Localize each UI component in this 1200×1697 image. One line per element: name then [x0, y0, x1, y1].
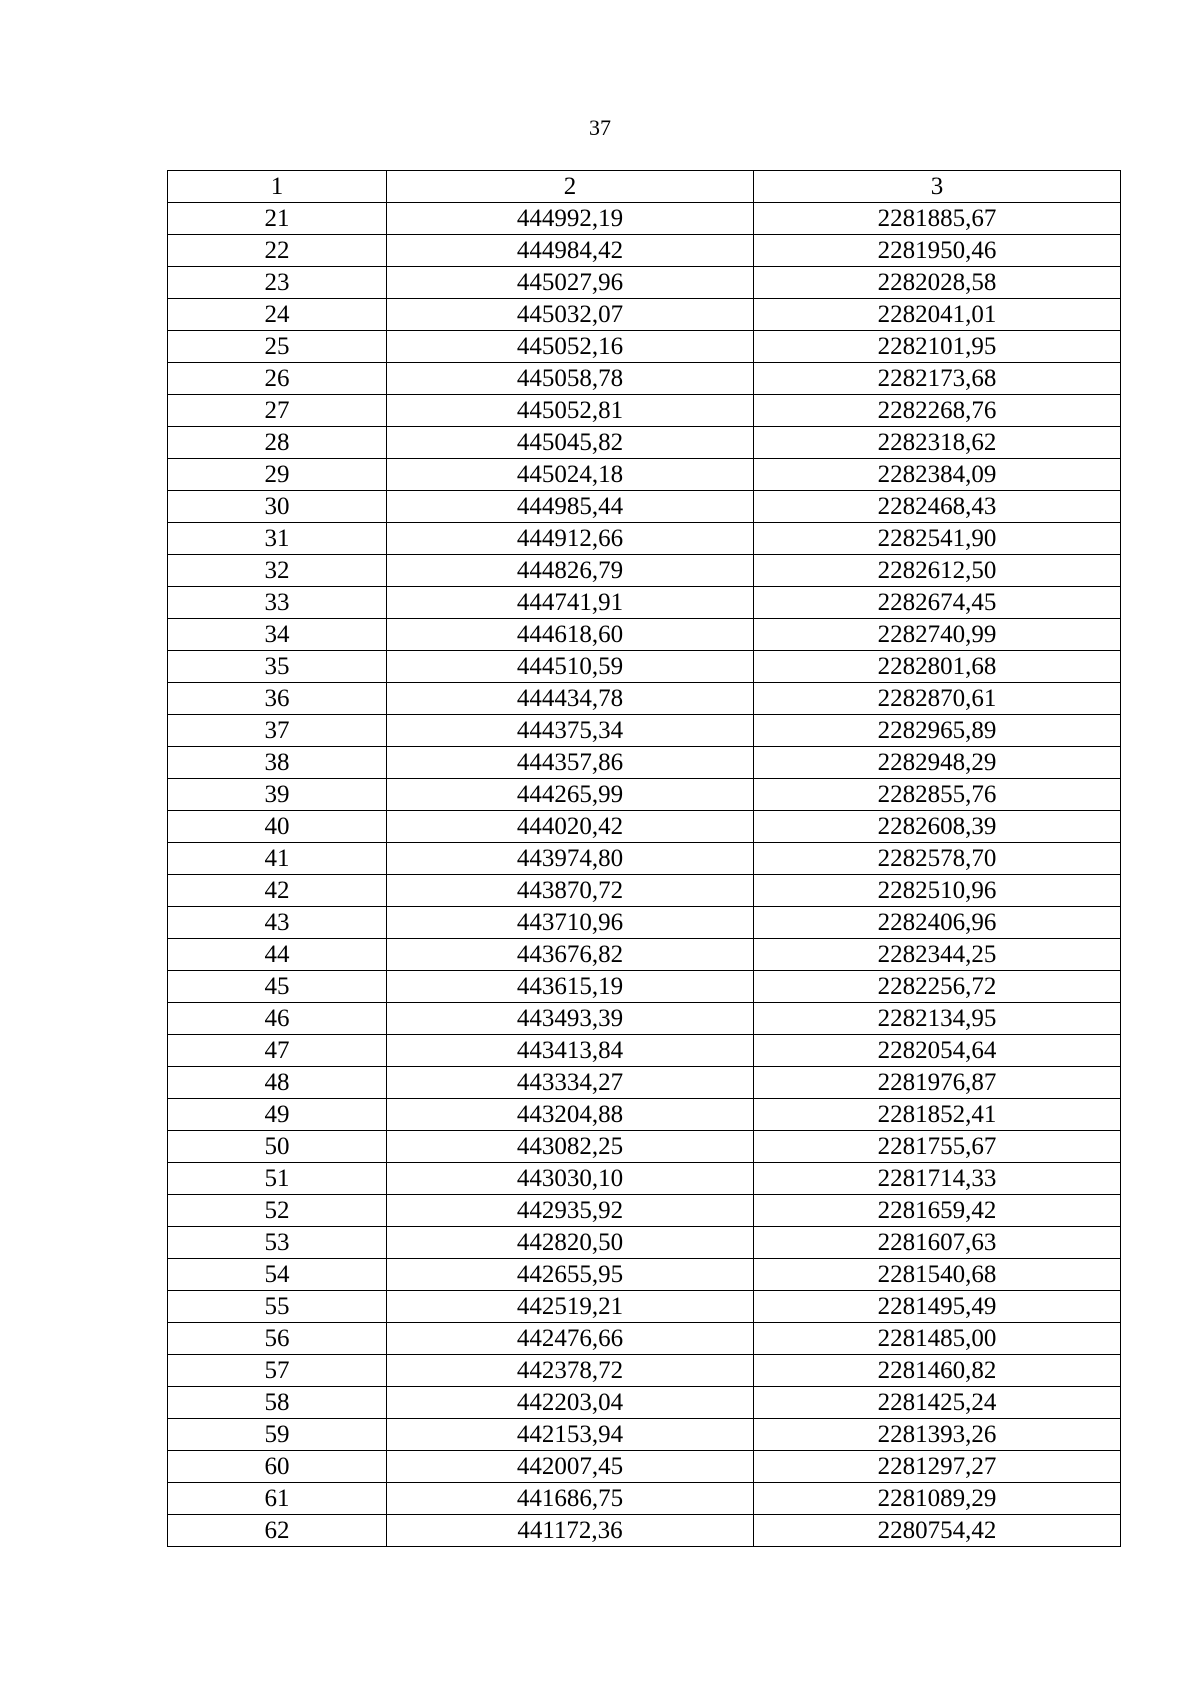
- table-row: [168, 491, 1121, 523]
- point-number-cell: 46: [168, 1003, 387, 1035]
- table-row: [168, 1003, 1121, 1035]
- coord-x-cell: 444375,34: [387, 715, 754, 747]
- table-row: [168, 747, 1121, 779]
- header-cell-3: 3: [754, 171, 1121, 203]
- coord-x-cell: 443413,84: [387, 1035, 754, 1067]
- table-row: [168, 395, 1121, 427]
- coord-y-cell: 2281950,46: [754, 235, 1121, 267]
- table-row: [168, 587, 1121, 619]
- coord-x-cell: 441172,36: [387, 1515, 754, 1547]
- coord-x-cell: 444741,91: [387, 587, 754, 619]
- table-row: [168, 1483, 1121, 1515]
- header-row: [168, 171, 1121, 203]
- point-number-cell: 61: [168, 1483, 387, 1515]
- coord-x-cell: 443870,72: [387, 875, 754, 907]
- table-row: [168, 1067, 1121, 1099]
- coord-y-cell: 2282948,29: [754, 747, 1121, 779]
- table-row: [168, 619, 1121, 651]
- table-row: [168, 523, 1121, 555]
- table-row: [168, 267, 1121, 299]
- point-number-cell: 62: [168, 1515, 387, 1547]
- coord-y-cell: 2282578,70: [754, 843, 1121, 875]
- table-row: [168, 427, 1121, 459]
- table-row: [168, 1131, 1121, 1163]
- coord-y-cell: 2281393,26: [754, 1419, 1121, 1451]
- point-number-cell: 32: [168, 555, 387, 587]
- coord-x-cell: 445052,16: [387, 331, 754, 363]
- coord-y-cell: 2282510,96: [754, 875, 1121, 907]
- coord-y-cell: 2281976,87: [754, 1067, 1121, 1099]
- point-number-cell: 50: [168, 1131, 387, 1163]
- coord-x-cell: 442935,92: [387, 1195, 754, 1227]
- coord-y-cell: 2282965,89: [754, 715, 1121, 747]
- table-body: [168, 203, 1121, 1547]
- table-row: [168, 235, 1121, 267]
- coord-y-cell: 2281540,68: [754, 1259, 1121, 1291]
- table-row: [168, 1451, 1121, 1483]
- point-number-cell: 35: [168, 651, 387, 683]
- coord-x-cell: 443204,88: [387, 1099, 754, 1131]
- coord-x-cell: 442519,21: [387, 1291, 754, 1323]
- coord-y-cell: 2281885,67: [754, 203, 1121, 235]
- table-row: [168, 331, 1121, 363]
- coord-x-cell: 443493,39: [387, 1003, 754, 1035]
- coord-x-cell: 444985,44: [387, 491, 754, 523]
- point-number-cell: 38: [168, 747, 387, 779]
- table-row: [168, 1387, 1121, 1419]
- point-number-cell: 36: [168, 683, 387, 715]
- table-row: [168, 1163, 1121, 1195]
- coord-x-cell: 445045,82: [387, 427, 754, 459]
- coord-y-cell: 2281714,33: [754, 1163, 1121, 1195]
- table-row: [168, 843, 1121, 875]
- table-row: [168, 779, 1121, 811]
- coord-y-cell: 2281659,42: [754, 1195, 1121, 1227]
- coord-x-cell: 445058,78: [387, 363, 754, 395]
- coord-x-cell: 443676,82: [387, 939, 754, 971]
- coord-y-cell: 2281852,41: [754, 1099, 1121, 1131]
- table-row: [168, 1227, 1121, 1259]
- table-row: [168, 1099, 1121, 1131]
- point-number-cell: 31: [168, 523, 387, 555]
- point-number-cell: 43: [168, 907, 387, 939]
- point-number-cell: 23: [168, 267, 387, 299]
- point-number-cell: 40: [168, 811, 387, 843]
- coord-y-cell: 2282674,45: [754, 587, 1121, 619]
- coordinates-table: [167, 170, 1121, 1547]
- coord-x-cell: 442476,66: [387, 1323, 754, 1355]
- coord-x-cell: 442655,95: [387, 1259, 754, 1291]
- point-number-cell: 45: [168, 971, 387, 1003]
- coord-y-cell: 2282344,25: [754, 939, 1121, 971]
- coord-y-cell: 2282608,39: [754, 811, 1121, 843]
- page-number: 37: [589, 115, 611, 140]
- table-row: [168, 939, 1121, 971]
- coord-y-cell: 2282134,95: [754, 1003, 1121, 1035]
- point-number-cell: 52: [168, 1195, 387, 1227]
- table-row: [168, 1419, 1121, 1451]
- coord-x-cell: 444992,19: [387, 203, 754, 235]
- point-number-cell: 44: [168, 939, 387, 971]
- point-number-cell: 37: [168, 715, 387, 747]
- table-row: [168, 459, 1121, 491]
- header-cell-1: 1: [168, 171, 387, 203]
- point-number-cell: 57: [168, 1355, 387, 1387]
- coord-x-cell: 444984,42: [387, 235, 754, 267]
- coord-x-cell: 445024,18: [387, 459, 754, 491]
- point-number-cell: 22: [168, 235, 387, 267]
- table-row: [168, 907, 1121, 939]
- point-number-cell: 58: [168, 1387, 387, 1419]
- coord-y-cell: 2282855,76: [754, 779, 1121, 811]
- coord-x-cell: 443082,25: [387, 1131, 754, 1163]
- point-number-cell: 29: [168, 459, 387, 491]
- coord-x-cell: 444826,79: [387, 555, 754, 587]
- point-number-cell: 34: [168, 619, 387, 651]
- coord-y-cell: 2282256,72: [754, 971, 1121, 1003]
- point-number-cell: 59: [168, 1419, 387, 1451]
- coord-y-cell: 2282054,64: [754, 1035, 1121, 1067]
- coord-x-cell: 443615,19: [387, 971, 754, 1003]
- coord-y-cell: 2282870,61: [754, 683, 1121, 715]
- coord-y-cell: 2281297,27: [754, 1451, 1121, 1483]
- point-number-cell: 28: [168, 427, 387, 459]
- point-number-cell: 53: [168, 1227, 387, 1259]
- coord-y-cell: 2281755,67: [754, 1131, 1121, 1163]
- coord-x-cell: 443334,27: [387, 1067, 754, 1099]
- coord-x-cell: 442820,50: [387, 1227, 754, 1259]
- point-number-cell: 26: [168, 363, 387, 395]
- header-cell-2: 2: [387, 171, 754, 203]
- point-number-cell: 27: [168, 395, 387, 427]
- coord-y-cell: 2282468,43: [754, 491, 1121, 523]
- table-row: [168, 299, 1121, 331]
- point-number-cell: 21: [168, 203, 387, 235]
- coord-x-cell: 441686,75: [387, 1483, 754, 1515]
- coord-y-cell: 2281089,29: [754, 1483, 1121, 1515]
- coord-y-cell: 2281485,00: [754, 1323, 1121, 1355]
- coord-y-cell: 2281607,63: [754, 1227, 1121, 1259]
- point-number-cell: 30: [168, 491, 387, 523]
- coord-y-cell: 2282801,68: [754, 651, 1121, 683]
- point-number-cell: 25: [168, 331, 387, 363]
- table-row: [168, 651, 1121, 683]
- coord-y-cell: 2282318,62: [754, 427, 1121, 459]
- coord-x-cell: 444434,78: [387, 683, 754, 715]
- point-number-cell: 33: [168, 587, 387, 619]
- coord-y-cell: 2282406,96: [754, 907, 1121, 939]
- coord-x-cell: 444357,86: [387, 747, 754, 779]
- coord-y-cell: 2282101,95: [754, 331, 1121, 363]
- coord-x-cell: 445027,96: [387, 267, 754, 299]
- coord-x-cell: 443030,10: [387, 1163, 754, 1195]
- table-row: [168, 363, 1121, 395]
- coord-y-cell: 2280754,42: [754, 1515, 1121, 1547]
- coord-x-cell: 442153,94: [387, 1419, 754, 1451]
- coord-x-cell: 442007,45: [387, 1451, 754, 1483]
- table-row: [168, 1259, 1121, 1291]
- point-number-cell: 39: [168, 779, 387, 811]
- table-header: [168, 171, 1121, 203]
- table-row: [168, 1291, 1121, 1323]
- coord-y-cell: 2282268,76: [754, 395, 1121, 427]
- coord-x-cell: 443974,80: [387, 843, 754, 875]
- coord-y-cell: 2282028,58: [754, 267, 1121, 299]
- coord-x-cell: 444020,42: [387, 811, 754, 843]
- point-number-cell: 41: [168, 843, 387, 875]
- coord-x-cell: 442378,72: [387, 1355, 754, 1387]
- coord-x-cell: 445052,81: [387, 395, 754, 427]
- point-number-cell: 54: [168, 1259, 387, 1291]
- table-row: [168, 555, 1121, 587]
- coord-y-cell: 2282384,09: [754, 459, 1121, 491]
- table-row: [168, 1323, 1121, 1355]
- table-row: [168, 203, 1121, 235]
- coord-y-cell: 2281495,49: [754, 1291, 1121, 1323]
- coord-y-cell: 2282541,90: [754, 523, 1121, 555]
- point-number-cell: 49: [168, 1099, 387, 1131]
- coord-x-cell: 444510,59: [387, 651, 754, 683]
- point-number-cell: 47: [168, 1035, 387, 1067]
- coord-x-cell: 444912,66: [387, 523, 754, 555]
- coord-y-cell: 2282740,99: [754, 619, 1121, 651]
- point-number-cell: 51: [168, 1163, 387, 1195]
- point-number-cell: 60: [168, 1451, 387, 1483]
- table-row: [168, 811, 1121, 843]
- table-row: [168, 875, 1121, 907]
- coord-y-cell: 2281460,82: [754, 1355, 1121, 1387]
- table-row: [168, 1195, 1121, 1227]
- coord-x-cell: 444618,60: [387, 619, 754, 651]
- table-row: [168, 1035, 1121, 1067]
- coord-x-cell: 442203,04: [387, 1387, 754, 1419]
- point-number-cell: 56: [168, 1323, 387, 1355]
- point-number-cell: 48: [168, 1067, 387, 1099]
- coord-y-cell: 2282041,01: [754, 299, 1121, 331]
- table-row: [168, 715, 1121, 747]
- coord-y-cell: 2281425,24: [754, 1387, 1121, 1419]
- point-number-cell: 24: [168, 299, 387, 331]
- coord-x-cell: 444265,99: [387, 779, 754, 811]
- table-row: [168, 1515, 1121, 1547]
- coord-x-cell: 443710,96: [387, 907, 754, 939]
- coord-y-cell: 2282612,50: [754, 555, 1121, 587]
- table-row: [168, 683, 1121, 715]
- table-row: [168, 971, 1121, 1003]
- table-row: [168, 1355, 1121, 1387]
- coord-x-cell: 445032,07: [387, 299, 754, 331]
- point-number-cell: 55: [168, 1291, 387, 1323]
- coord-y-cell: 2282173,68: [754, 363, 1121, 395]
- point-number-cell: 42: [168, 875, 387, 907]
